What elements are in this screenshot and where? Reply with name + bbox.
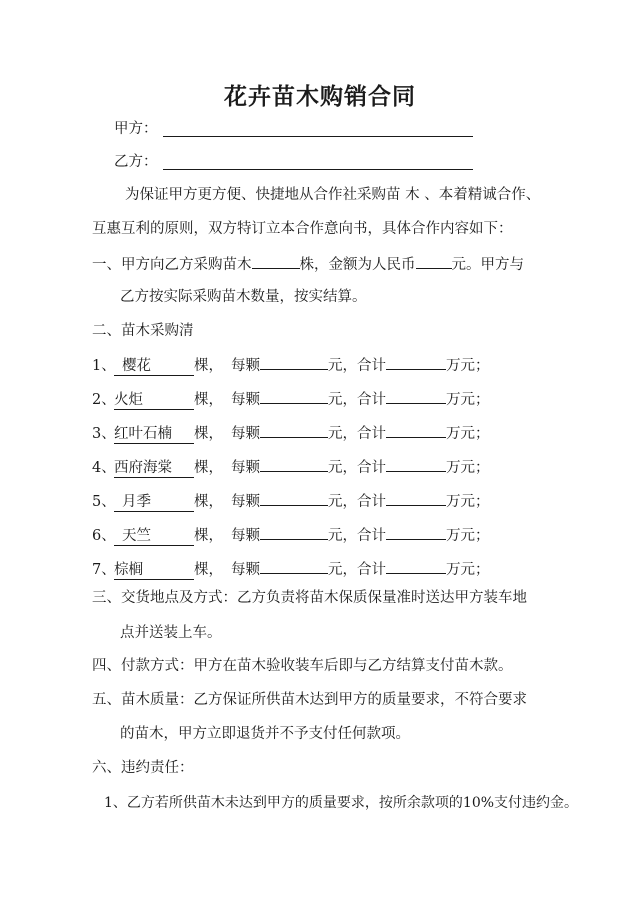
- section-5-line-1: 五、苗木质量：乙方保证所供苗木达到甲方的质量要求，不符合要求: [92, 692, 527, 708]
- party-b-label: 乙方：: [114, 154, 158, 170]
- total-blank: [386, 524, 446, 540]
- purchase-item-row: [92, 456, 490, 478]
- purchase-item-row: [92, 558, 490, 580]
- total-blank: [386, 354, 446, 370]
- item-each-label: 每颗: [231, 426, 260, 442]
- item-wan-label: 万元；: [446, 562, 490, 578]
- plant-name: 天竺: [114, 527, 194, 546]
- item-each-label: 每颗: [231, 494, 260, 510]
- section-1-prefix: 一、甲方向乙方采购苗木: [92, 257, 252, 273]
- item-total-label: 元，合计: [328, 358, 386, 374]
- party-a-label: 甲方：: [114, 121, 158, 137]
- item-total-label: 元，合计: [328, 562, 386, 578]
- item-total-label: 元，合计: [328, 426, 386, 442]
- party-a-blank: [163, 136, 473, 137]
- unit-price-blank: [260, 490, 328, 506]
- intro-line-1: 为保证甲方更方便、快捷地从合作社采购苗 木 、本着精诚合作、: [125, 187, 541, 203]
- item-number: 2、: [92, 392, 116, 408]
- section-4-payment: 四、付款方式：甲方在苗木验收装车后即与乙方结算支付苗木款。: [92, 658, 513, 674]
- item-unit-label: 棵，: [194, 392, 223, 408]
- item-unit-label: 棵，: [194, 426, 223, 442]
- unit-price-blank: [260, 422, 328, 438]
- purchase-item-row: [92, 422, 490, 444]
- item-wan-label: 万元；: [446, 392, 490, 408]
- item-number: 7、: [92, 562, 116, 578]
- item-wan-label: 万元；: [446, 426, 490, 442]
- plant-name: 西府海棠: [114, 459, 194, 478]
- item-number: 1、: [92, 358, 116, 374]
- item-each-label: 每颗: [231, 460, 260, 476]
- total-blank: [386, 558, 446, 574]
- item-unit-label: 棵，: [194, 494, 223, 510]
- item-number: 3、: [92, 426, 116, 442]
- item-total-label: 元，合计: [328, 528, 386, 544]
- contract-title: 花卉苗木购销合同: [224, 83, 416, 110]
- unit-price-blank: [260, 354, 328, 370]
- section-6-title: 六、违约责任：: [92, 760, 194, 776]
- section-1-line-1: [92, 253, 524, 275]
- section-1-suffix: 元。甲方与: [451, 257, 524, 273]
- total-blank: [386, 490, 446, 506]
- plant-name: 月季: [114, 493, 194, 512]
- intro-line-2: 互惠互利的原则，双方特订立本合作意向书，具体合作内容如下：: [92, 221, 513, 237]
- unit-price-blank: [260, 558, 328, 574]
- plant-name: 火炬: [114, 391, 194, 410]
- item-wan-label: 万元；: [446, 494, 490, 510]
- item-each-label: 每颗: [231, 528, 260, 544]
- item-unit-label: 棵，: [194, 528, 223, 544]
- item-number: 6、: [92, 528, 116, 544]
- total-blank: [386, 422, 446, 438]
- item-each-label: 每颗: [231, 392, 260, 408]
- purchase-item-row: [92, 354, 490, 376]
- section-2-title: 二、苗木采购清: [92, 323, 194, 339]
- plant-name: 红叶石楠: [114, 425, 194, 444]
- item-each-label: 每颗: [231, 358, 260, 374]
- item-total-label: 元，合计: [328, 392, 386, 408]
- item-number: 4、: [92, 460, 116, 476]
- item-number: 5、: [92, 494, 116, 510]
- quantity-blank: [252, 253, 300, 269]
- plant-name: 樱花: [114, 357, 194, 376]
- item-wan-label: 万元；: [446, 358, 490, 374]
- purchase-item-row: [92, 490, 490, 512]
- item-total-label: 元，合计: [328, 460, 386, 476]
- section-6-item-1: 1、乙方若所供苗木未达到甲方的质量要求，按所余款项的10%支付违约金。: [104, 795, 579, 811]
- item-unit-label: 棵，: [194, 358, 223, 374]
- unit-price-blank: [260, 524, 328, 540]
- item-each-label: 每颗: [231, 562, 260, 578]
- purchase-item-row: [92, 388, 490, 410]
- amount-blank: [416, 253, 452, 269]
- item-total-label: 元，合计: [328, 494, 386, 510]
- party-b-blank: [163, 169, 473, 170]
- section-3-line-2: 点并送装上车。: [120, 625, 222, 641]
- section-1-line-2: 乙方按实际采购苗木数量，按实结算。: [120, 289, 367, 305]
- section-1-mid: 株，金额为人民币: [299, 257, 416, 273]
- purchase-item-row: [92, 524, 490, 546]
- section-3-line-1: 三、交货地点及方式：乙方负责将苗木保质保量准时送达甲方装车地: [92, 590, 527, 606]
- item-wan-label: 万元；: [446, 528, 490, 544]
- unit-price-blank: [260, 456, 328, 472]
- item-unit-label: 棵，: [194, 562, 223, 578]
- item-unit-label: 棵，: [194, 460, 223, 476]
- plant-name: 棕榈: [114, 561, 194, 580]
- item-wan-label: 万元；: [446, 460, 490, 476]
- total-blank: [386, 388, 446, 404]
- total-blank: [386, 456, 446, 472]
- section-5-line-2: 的苗木，甲方立即退货并不予支付任何款项。: [120, 726, 410, 742]
- unit-price-blank: [260, 388, 328, 404]
